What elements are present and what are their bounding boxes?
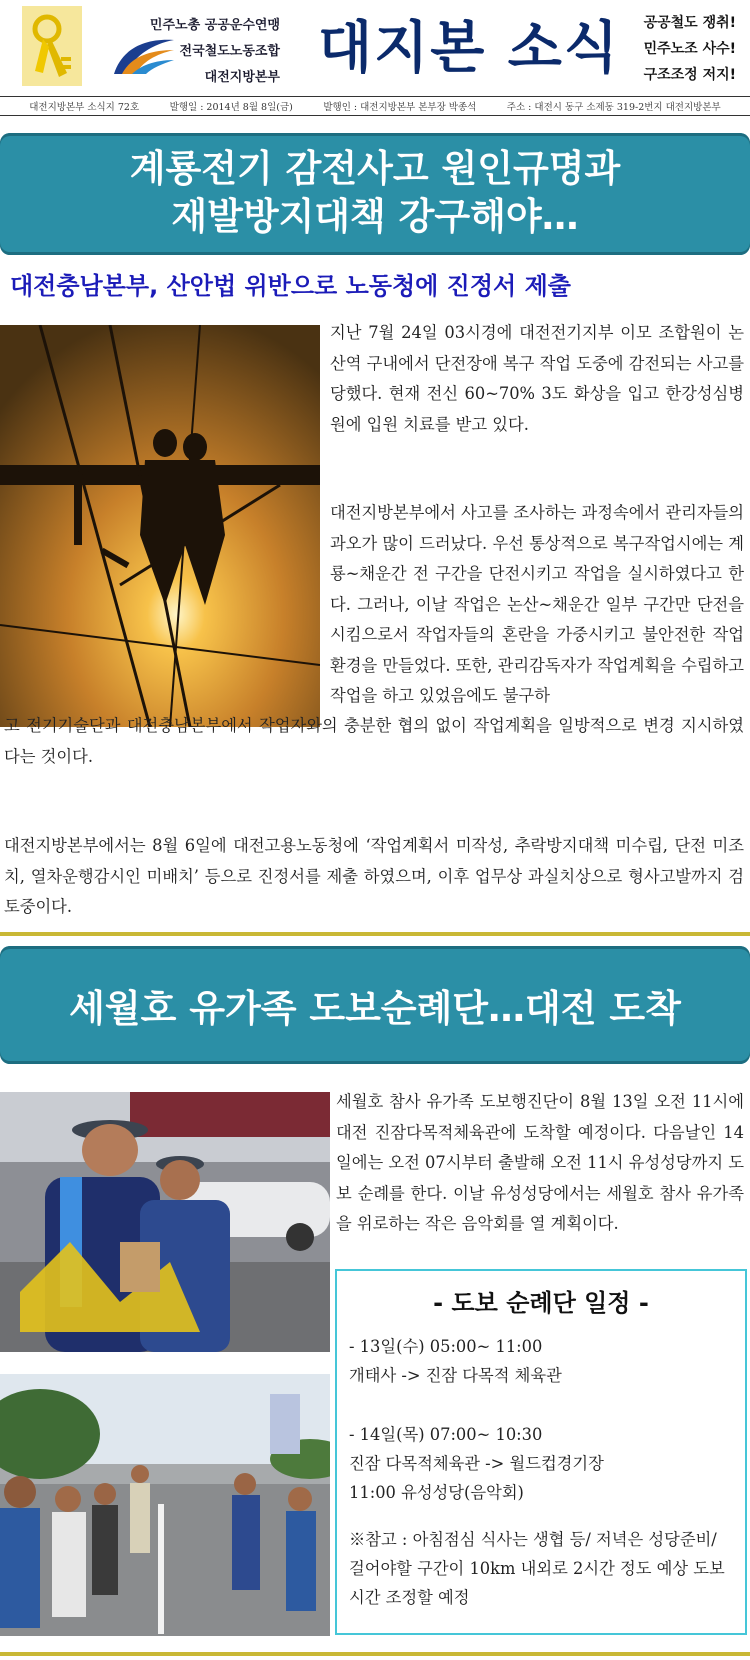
article1-paragraph3: 대전지방본부에서는 8월 6일에 대전고용노동청에 ‘작업계획서 미작성, 추락방지대책 미수립, 단전 미조치, 열차운행감시인 미배치’ 등으로 진정서를 제출 하였으며, 이후 업무상 과실치상으로 형사고발까지 검토중이다. [4,836,744,916]
newsletter-title: 대지본 소식 [318,16,620,81]
slogan-democratic-union: 민주노조 사수! [643,41,736,57]
schedule-day2-route: 진잠 다목적체육관 -> 월드컵경기장 [349,1454,604,1473]
article2-headline-banner [0,946,750,1064]
article1-subheadline: 대전충남본부, 산안법 위반으로 노동청에 진정서 제출 [10,272,571,300]
article1-headline-banner [0,133,750,255]
article1-paragraph2-continued: 고 전기기술단과 대전충남본부에서 작업자와의 충분한 협의 없이 작업계획을 일방적으로 변경 지시하였다는 것이다. [4,716,744,766]
slogan-restructuring: 구조조정 저지! [643,67,736,83]
issue-info-bar [0,96,750,116]
photo-pilgrimage-yellow-ribbons [0,1092,330,1352]
schedule-title: - 도보 순례단 일정 - [433,1289,649,1317]
schedule-day1-route: 개태사 -> 진잠 다목적 체육관 [349,1366,562,1385]
schedule-day2-time: - 14일(목) 07:00~ 10:30 [349,1425,543,1444]
photo-marchers-on-road [0,1374,330,1636]
org-line-branch: 대전지방본부 [204,70,280,85]
article1-paragraph2-wrapped: 대전지방본부에서 사고를 조사하는 과정속에서 관리자들의 과오가 많이 드러났다. 우선 통상적으로 복구작업시에는 계룡~채운간 전 구간을 단전시키고 작업을 실시하였다고 한다. 그러나, 이날 작업은 논산~채운간 일부 구간만 단전을 시킴으로서 작업자들의 혼란을 가중시키고 불안전한 작업환경을 만들었다. 또한, 관리감독자가 작업계획을 수립하고 작업을 하고 있었음에도 불구하 [330,503,744,705]
ribbon-key-icon [27,11,77,81]
photo-lineworker-silhouette [0,325,320,727]
schedule-day1-time: - 13일(수) 05:00~ 11:00 [349,1337,543,1356]
article2-paragraph1: 세월호 참사 유가족 도보행진단이 8월 13일 오전 11시에 대전 진잠다목적체육관에 도착할 예정이다. 다음날인 14일에는 오전 07시부터 출발해 오전 11시 유성성당까지 도보 순례를 한다. 이날 유성성당에서는 세월호 참사 유가족을 위로하는 작은 음악회를 열 계획이다. [336,1092,744,1233]
issue-address: 주소 : 대전시 동구 소제동 319-2번지 대전지방본부 [506,102,721,113]
article1-headline-line2: 재발방지대책 강구해야… [171,195,579,238]
issue-publisher: 발행인 : 대전지방본부 본부장 박종석 [323,102,477,113]
article2-headline: 세월호 유가족 도보순례단…대전 도착 [69,987,681,1030]
section-divider [0,932,750,936]
issue-date: 발행일 : 2014년 8월 8일(금) [169,102,293,113]
pilgrimage-schedule-box [335,1269,747,1635]
schedule-day2-extra: 11:00 유성성당(음악회) [349,1483,524,1502]
schedule-note: ※참고 : 아침점심 식사는 생협 등/ 저녁은 성당준비/ 걸어야할 구간이 10km 내외로 2시간 정도 예상 도보시간 조정할 예정 [349,1530,725,1607]
railway-union-logo-icon [112,34,176,78]
slogan-public-railway: 공공철도 쟁취! [643,15,736,31]
org-line-union: 전국철도노동조합 [179,44,280,59]
article1-headline-line1: 계룡전기 감전사고 원인규명과 [129,147,621,190]
yellow-ribbon-logo [22,6,82,86]
issue-number: 대전지방본부 소식지 72호 [29,102,140,113]
article1-paragraph1: 지난 7월 24일 03시경에 대전전기지부 이모 조합원이 논산역 구내에서 단전장애 복구 작업 도중에 감전되는 사고를 당했다. 현재 전신 60~70% 3도 화상을 입고 한강성심병원에 입원 치료를 받고 있다. [330,323,744,434]
org-line-federation: 민주노총 공공운수연맹 [149,18,280,33]
bottom-divider [0,1652,750,1656]
